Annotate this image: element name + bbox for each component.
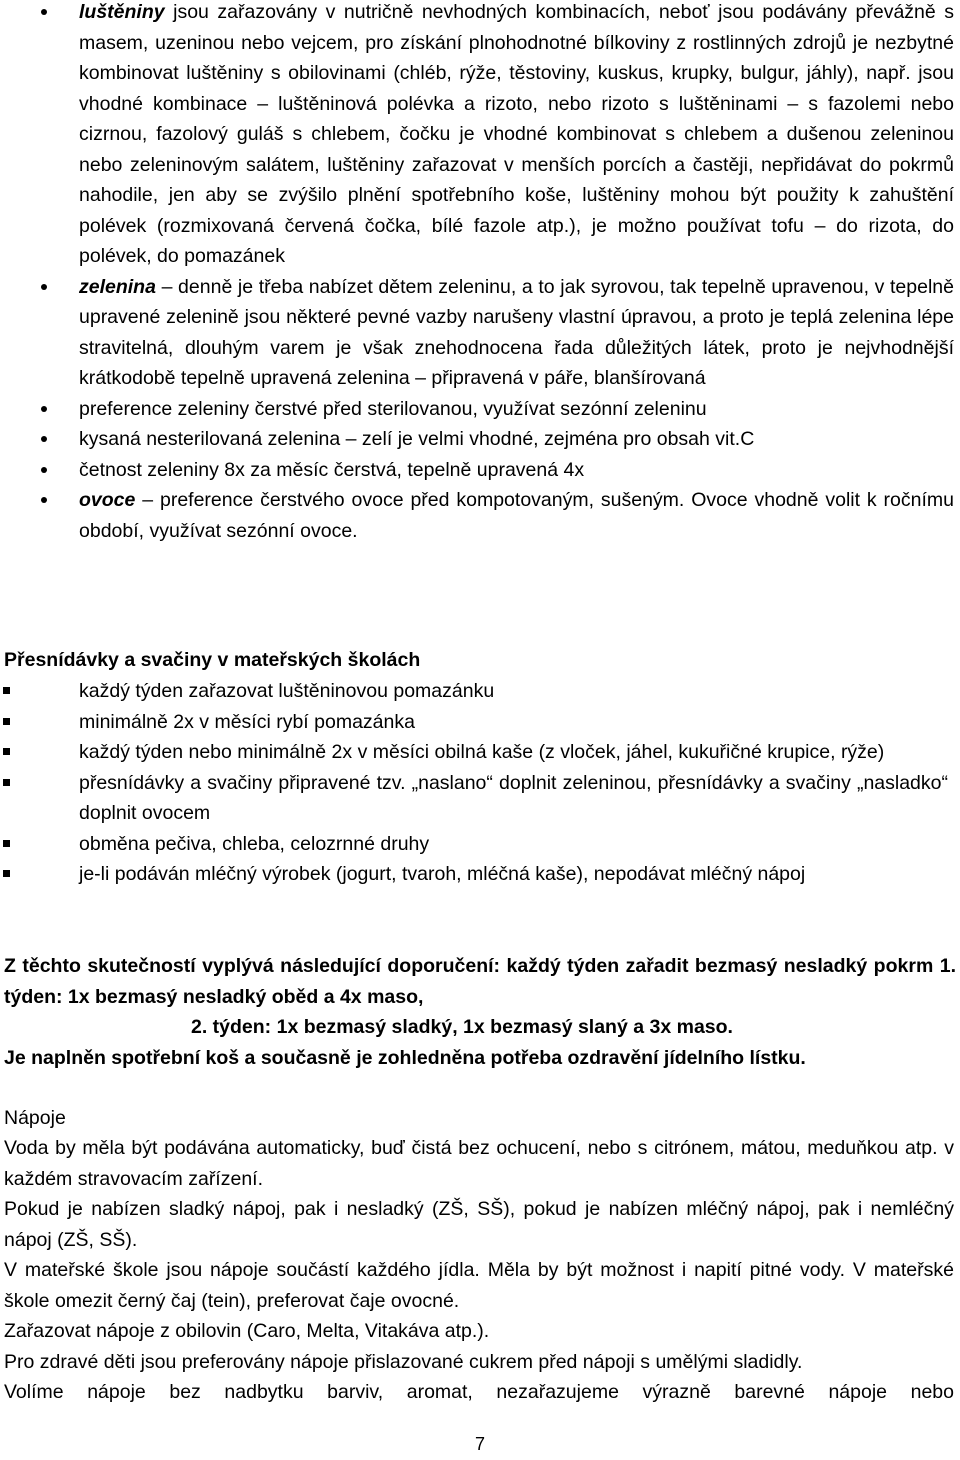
list-item [0, 272, 954, 394]
conclusion-line: Je naplněn spotřební koš a současně je zohledněna potřeba ozdravění jídelního lístku. [4, 1046, 806, 1069]
term-vegetables: zelenina [79, 275, 156, 298]
list-item [0, 394, 954, 425]
list-item: obměna pečiva, chleba, celozrnné druhy [0, 829, 948, 860]
snacks-list [0, 676, 954, 890]
page-number: 7 [474, 1434, 485, 1454]
list-item: minimálně 2x v měsíci rybí pomazánka [0, 707, 948, 738]
paragraph: Pro zdravé děti jsou preferovány nápoje přislazované cukrem před nápoji s umělými sladidly. [4, 1350, 803, 1373]
list-item-text: četnost zeleniny 8x za měsíc čerstvá, tepelně upravená 4x [79, 458, 585, 481]
list-item-text: preference zeleniny čerstvé před sterilovanou, využívat sezónní zeleninu [79, 397, 707, 420]
list-item [0, 424, 954, 455]
paragraph: Voda by měla být podávána automaticky, buď čistá bez ochucení, nebo s citrónem, mátou, meduňkou atp. v každém stravovacím zařízení. [4, 1137, 954, 1190]
list-item-text: – denně je třeba nabízet dětem zeleninu, a to jak syrovou, tak tepelně upravenou, v tepelně upravené zelenině jsou některé pevné vazby narušeny vlastní úpravou, a proto je teplá zelenina lépe stravitelná, dlouhým varem je však znehodnocena řada důležitých látek, proto je nejvhodnější krátkodobě tepelně upravená zelenina – připravená v páře, blanšírovaná [79, 275, 954, 389]
list-item-text: jsou zařazovány v nutričně nevhodných kombinacích, neboť jsou podávány převážně s masem, uzeninou nebo vejcem, pro získání plnohodnotné bílkoviny z rostlinných zdrojů je nezbytné kombinovat luštěniny s obilovinami (chléb, rýže, těstoviny, kuskus, krupky, bulgur, jáhly), např. jsou vhodné kombinace – luštěninová polévka a rizoto, nebo rizoto s luštěninami – s fazolemi nebo cizrnou, fazolový guláš s chlebem, čočku je vhodné kombinovat s chlebem a dušenou zeleninou nebo zeleninovým salátem, luštěniny zařazovat v menších porcích a častěji, nepřidávat do pokrmů nahodile, jen aby se zvýšilo plnění spotřebního koše, luštěniny mohou být použity k zahuštění polévek (rozmixovaná červená čočka, bílé fazole atp.), je možno používat tofu – do rizota, do polévek, do pomazánek [79, 1, 954, 267]
term-fruit: ovoce [79, 489, 136, 511]
paragraph: V mateřské škole jsou nápoje součástí každého jídla. Měla by být možnost i napití pitné vody. V mateřské škole omezit černý čaj (tein), preferovat čaje ovocné. [4, 1259, 954, 1312]
drinks-section [0, 1103, 960, 1408]
paragraph: Pokud je nabízen sladký nápoj, pak i nesladký (ZŠ, SŠ), pokud je nabízen mléčný nápoj, pak i nemléčný nápoj (ZŠ, SŠ). [4, 1198, 954, 1251]
list-item: je-li podáván mléčný výrobek (jogurt, tvaroh, mléčná kaše), nepodávat mléčný nápoj [0, 859, 948, 890]
list-item [0, 455, 954, 486]
term-legumes: luštěniny [79, 1, 165, 23]
conclusion-line: Z těchto skutečností vyplývá následující doporučení: každý týden zařadit bezmasý nesladký pokrm 1. týden: 1x bezmasý nesladký oběd a 4x maso, [4, 955, 956, 1008]
list-item: každý týden nebo minimálně 2x v měsíci obilná kaše (z vloček, jáhel, kukuřičné krupice, rýže) [0, 737, 948, 768]
list-item [0, 0, 954, 272]
list-item [0, 485, 954, 546]
list-item: přesnídávky a svačiny připravené tzv. „naslano“ doplnit zeleninou, přesnídávky a svačiny „nasladko“ doplnit ovocem [0, 768, 948, 829]
paragraph: Zařazovat nápoje z obilovin (Caro, Melta, Vitakáva atp.). [4, 1320, 490, 1342]
paragraph: Volíme nápoje bez nadbytku barviv, aromat, nezařazujeme výrazně barevné nápoje nebo [4, 1381, 954, 1403]
conclusion-line: 2. týden: 1x bezmasý sladký, 1x bezmasý slaný a 3x maso. [191, 1016, 733, 1038]
food-bullet-list [0, 0, 960, 546]
list-item-text: kysaná nesterilovaná zelenina – zelí je velmi vhodné, zejména pro obsah vit.C [79, 428, 755, 450]
snacks-section [4, 645, 954, 890]
list-item: každý týden zařazovat luštěninovou pomazánku [0, 676, 948, 707]
list-item-text: – preference čerstvého ovoce před kompotovaným, sušeným. Ovoce vhodně volit k ročnímu období, využívat sezónní ovoce. [79, 489, 954, 542]
section-heading: Přesnídávky a svačiny v mateřských školách [4, 649, 421, 671]
conclusion-block [0, 951, 960, 1073]
section-heading: Nápoje [4, 1107, 66, 1129]
